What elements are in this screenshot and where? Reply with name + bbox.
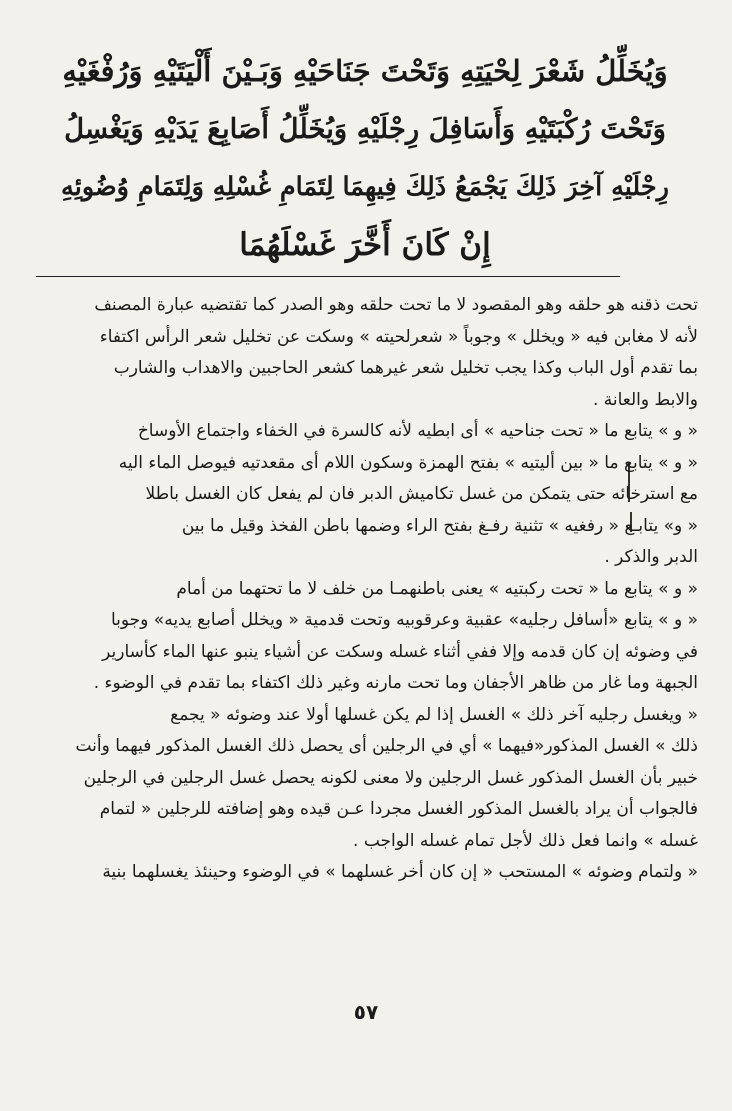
commentary-line: « و» يتابـع « رفغيه » تثنية رفـغ بفتح الراء وضمها باطن الفخذ وقيل ما بين bbox=[181, 515, 698, 536]
matn-line: إِنْ كَانَ أَخَّرَ غَسْلَهُمَا bbox=[239, 227, 491, 263]
commentary-text-block bbox=[34, 290, 698, 889]
commentary-line: لأنه لا مغابن فيه « ويخلل » وجوباً « شعرلحيته » وسكت عن تخليل شعر الرأس اكتفاء bbox=[99, 326, 698, 347]
commentary-line: والابط والعانة . bbox=[592, 389, 698, 410]
separator-rule bbox=[36, 276, 620, 277]
matn-line: رِجْلَيْهِ آخِرَ ذَلِكَ يَجْمَعُ ذَلِكَ فِيهِمَا لِتَمَامِ غُسْلِهِ وَلِتَمَامِ وُضُوئِهِ bbox=[61, 172, 669, 202]
commentary-line: « ولتمام وضوئه » المستحب « إن كان أخر غسلهما » في الوضوء وحينئذ يغسلهما بنية bbox=[102, 862, 698, 882]
commentary-line: الجبهة وما غار من ظاهر الأجفان وما تحت مارنه وغير ذلك اكتفاء بما تقدم في الوضوء . bbox=[93, 673, 698, 693]
commentary-line: « و » يتابع «أسافل رجليه» عقبية وعرقوبيه وتحت قدمية « ويخلل أصابع يديه» وجوبا bbox=[110, 610, 698, 630]
commentary-line: ذلك » الغسل المذكور«فيهما » أي في الرجلين أى يحصل ذلك الغسل المذكور فيهما وأنت bbox=[75, 736, 698, 756]
commentary-line: تحت ذقنه هو حلقه وهو المقصود لا ما تحت حلقه وهو الصدر كما تقتضيه عبارة المصنف bbox=[94, 295, 698, 315]
commentary-line: بما تقدم أول الباب وكذا يجب تخليل شعر غيرهما كشعر الحاجبين والاهداب والشارب bbox=[113, 358, 698, 378]
commentary-line: خبير بأن الغسل المذكور غسل الرجلين ولا معنى لكونه يحصل غسل الرجلين في الرجلين bbox=[83, 767, 698, 788]
commentary-line: فالجواب أن يراد بالغسل المذكور الغسل مجردا عـن قيده وهو إضافته للرجلين « لتمام bbox=[99, 799, 698, 819]
matn-line: وَتَحْتَ رُكْبَتَيْهِ وَأَسَافِلَ رِجْلَيْهِ وَيُخَلِّلُ أَصَابِعَ يَدَيْهِ وَيَغْسِلُ bbox=[64, 113, 666, 145]
commentary-line: الدبر والذكر . bbox=[604, 547, 698, 567]
commentary-line: « و » يتابع ما « بين أليتيه » بفتح الهمزة وسكون اللام أى مقعدتيه فيوصل الماء اليه bbox=[118, 452, 698, 473]
commentary-line: في وضوئه إن كان قدمه وإلا ففي أثناء غسله وسكت عن أشياء ينبو عنها الماء كأسارير bbox=[102, 641, 698, 662]
matn-line: وَيُخَلِّلُ شَعْرَ لِحْيَتِهِ وَتَحْتَ جَنَاحَيْهِ وَبَـيْنَ أَلْيَتَيْهِ وَرُفْغَيْهِ bbox=[62, 54, 668, 88]
matn-text-block bbox=[60, 42, 670, 274]
commentary-line: « و » يتابع ما « تحت جناحيه » أى ابطيه لأنه كالسرة في الخفاء واجتماع الأوساخ bbox=[137, 421, 698, 441]
commentary-line: « و » يتابع ما « تحت ركبتيه » يعنى باطنهمـا من خلف لا ما تحتهما من أمام bbox=[176, 578, 698, 599]
commentary-line: مع استرخائه حتى يتمكن من غسل تكاميش الدبر فان لم يفعل كان الغسل باطلا bbox=[145, 484, 698, 504]
commentary-line: « ويغسل رجليه آخر ذلك » الغسل إذا لم يكن غسلها أولا عند وضوئه « يجمع bbox=[170, 704, 698, 725]
page-number: ٥٧ bbox=[353, 1000, 379, 1024]
commentary-line: غسله » وانما فعل ذلك لأجل تمام غسله الواجب . bbox=[353, 830, 698, 851]
